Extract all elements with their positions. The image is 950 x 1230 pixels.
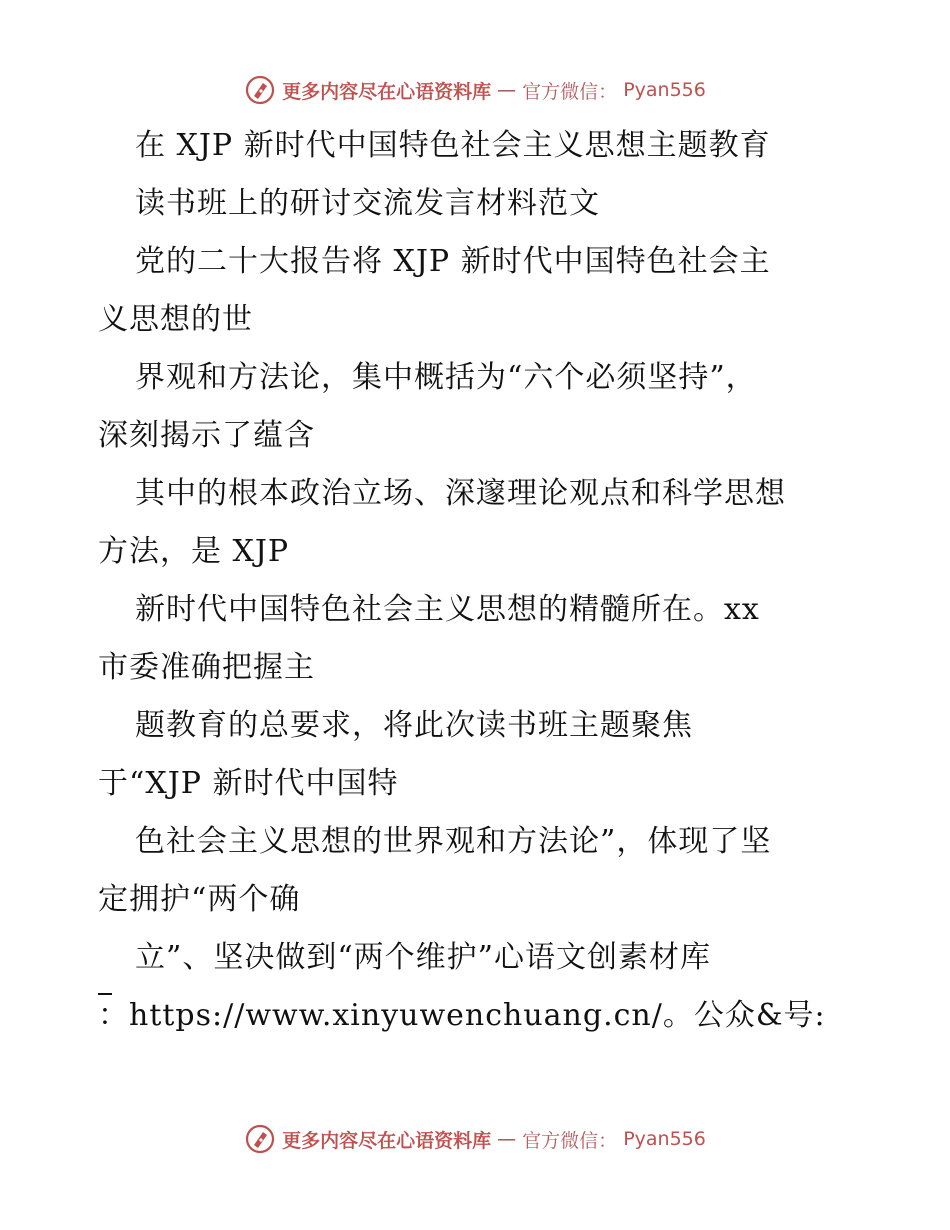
footer-watermark: [0, 1119, 950, 1159]
text-line: 界观和方法论，集中概括为“六个必须坚持”，: [135, 360, 757, 395]
watermark-account: Pyan556: [623, 79, 706, 101]
header-watermark: [0, 70, 950, 110]
text-line: 市委准确把握主: [98, 650, 315, 685]
text-line: 于“XJP 新时代中国特: [98, 766, 399, 801]
text-line: ：https://www.xinyuwenchuang.cn/。公众&号:: [98, 998, 826, 1033]
text-line: 义思想的世: [98, 302, 253, 337]
text-line: 读书班上的研讨交流发言材料范文: [135, 186, 600, 221]
watermark-brand: 更多内容尽在心语资料库: [282, 1129, 492, 1152]
text-line: 立”、坚决做到“两个维护”心语文创素材库: [135, 940, 712, 975]
text-line: 色社会主义思想的世界观和方法论”，体现了坚: [135, 824, 772, 859]
text-line: 在 XJP 新时代中国特色社会主义思想主题教育: [135, 128, 771, 163]
watermark-account: Pyan556: [623, 1128, 706, 1150]
watermark-separator: —: [497, 79, 517, 101]
text-line: 深刻揭示了蕴含: [98, 418, 315, 453]
text-line: 题教育的总要求，将此次读书班主题聚焦: [135, 708, 693, 743]
text-line: 新时代中国特色社会主义思想的精髓所在。xx: [135, 592, 760, 627]
pen-nib-circle-icon: [244, 74, 276, 106]
document-body: [98, 117, 858, 1045]
watermark-official-label: 官方微信：: [522, 80, 618, 103]
text-line: 定拥护“两个确: [98, 882, 301, 917]
margin-mark: [98, 993, 112, 995]
pen-nib-circle-icon: [244, 1123, 276, 1155]
text-line: 方法，是 XJP: [98, 534, 290, 569]
watermark-separator: —: [497, 1128, 517, 1150]
text-line: 其中的根本政治立场、深邃理论观点和科学思想: [135, 476, 786, 511]
watermark-official-label: 官方微信：: [522, 1129, 618, 1152]
watermark-brand: 更多内容尽在心语资料库: [282, 80, 492, 103]
text-line: 党的二十大报告将 XJP 新时代中国特色社会主: [135, 244, 771, 279]
